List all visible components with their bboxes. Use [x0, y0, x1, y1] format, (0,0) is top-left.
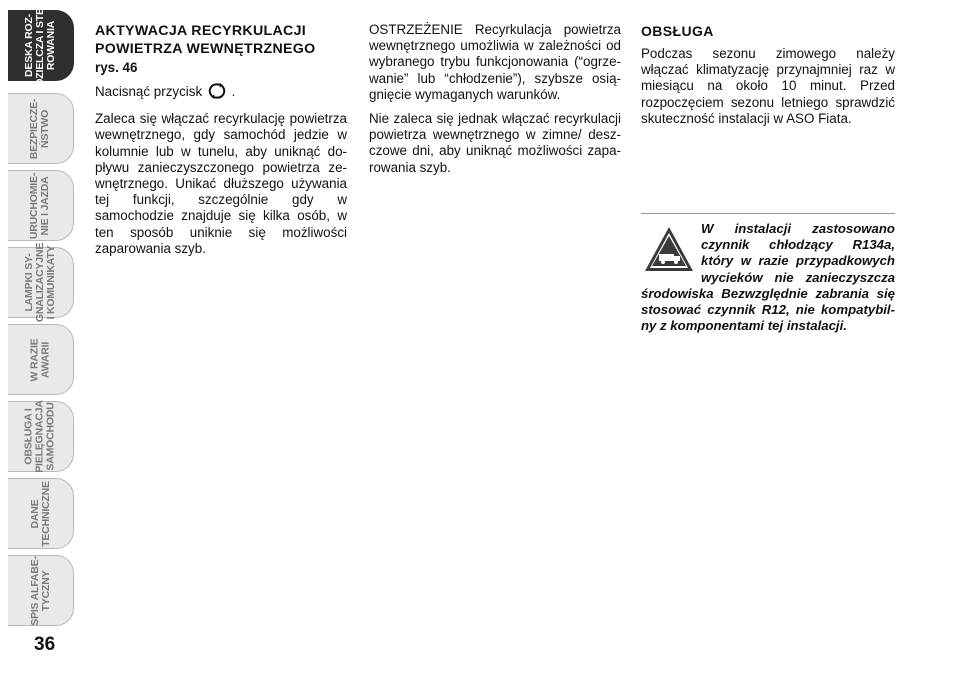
- recirculation-icon: [208, 83, 226, 103]
- warning-paragraph-2: Nie zaleca się jednak włączać recyrkulacji powietrza wewnętrznego w zimne/ deszczowe dni, aby uniknąć możliwości zaparowania szyb.: [369, 111, 621, 175]
- notice-text: W instalacji zastosowano czynnik chłodzący R134a, który w razie przypadkowych wycieków nie zanieczyszcza środowiska Bezwzględnie zabrania się stosować czynnik R12, nie kompatybilny z komponentami tej instalacji.: [641, 221, 895, 334]
- tab-index[interactable]: [8, 555, 74, 626]
- tab-label: BEZPIECZE- ŃSTWO: [28, 98, 52, 159]
- tab-label: W RAZIE AWARII: [28, 338, 52, 381]
- recirculation-paragraph: Zaleca się włączać recyrkulację powietrza wewnętrznego, gdy samochód jedzie w kolumnie lub w tunelu, aby uniknąć dopływu zanieczyszczonego powietrza zewnętrznego. Unikać dłuższego używania tej funkcji, szczególnie gdy w samochodzie znajduje się kilka osób, w ten sposób uniknie się możliwości zaparowania szyb.: [95, 111, 347, 256]
- environment-notice: [641, 221, 895, 334]
- press-button-instruction: [95, 83, 347, 103]
- tab-starting-driving[interactable]: [8, 170, 74, 241]
- notice-divider: [641, 213, 895, 214]
- tab-label: DESKA ROZ- DZIELCZA I STE- ROWANIA: [23, 4, 58, 87]
- section-heading: AKTYWACJA RECYRKULACJI POWIETRZA WEWNĘTRZNEGO: [95, 23, 316, 57]
- tab-label: DANE TECHNICZNE: [28, 480, 52, 547]
- service-section: [641, 22, 895, 135]
- tab-maintenance[interactable]: [8, 401, 74, 472]
- recirculation-section: [95, 22, 347, 265]
- tab-safety[interactable]: [8, 93, 74, 164]
- tab-emergency[interactable]: [8, 324, 74, 395]
- environment-warning-icon: [641, 221, 701, 281]
- tab-label: SPIS ALFABE- TYCZNY: [28, 555, 52, 626]
- tab-warning-lights[interactable]: [8, 242, 74, 323]
- figure-reference: rys. 46: [95, 60, 138, 75]
- tab-technical-data[interactable]: [8, 478, 74, 549]
- tab-label: URUCHOMIE- NIE I JAZDA: [28, 172, 52, 239]
- tab-label: LAMPKI SY- GNALIZACYJNE I KOMUNIKATY: [23, 242, 57, 323]
- instruction-text-end: .: [231, 84, 236, 99]
- service-heading: OBSŁUGA: [641, 23, 714, 39]
- tab-dashboard-controls[interactable]: [8, 4, 74, 87]
- service-paragraph: Podczas sezonu zimowego należy włączać klimatyzację przynajmniej raz w miesiącu na około 10 minut. Przed rozpoczęciem sezonu letniego sprawdzić skuteczność instalacji w ASO Fiata.: [641, 46, 895, 126]
- section-tabs: [0, 0, 80, 640]
- instruction-text: Nacisnąć przycisk: [95, 84, 203, 99]
- warning-paragraph: OSTRZEŻENIE Recyrkulacja powietrza wewnętrznego umożliwia w zależności od wybranego trybu funkcjonowania (“ogrzewanie” lub “chłodzenie”), szybsze osiągnięcie wymaganych warunków.: [369, 22, 621, 102]
- page-number: 36: [34, 634, 56, 655]
- tab-label: OBSŁUGA I PIELĘGNACJA SAMOCHODU: [23, 400, 58, 473]
- warning-section: [369, 22, 621, 184]
